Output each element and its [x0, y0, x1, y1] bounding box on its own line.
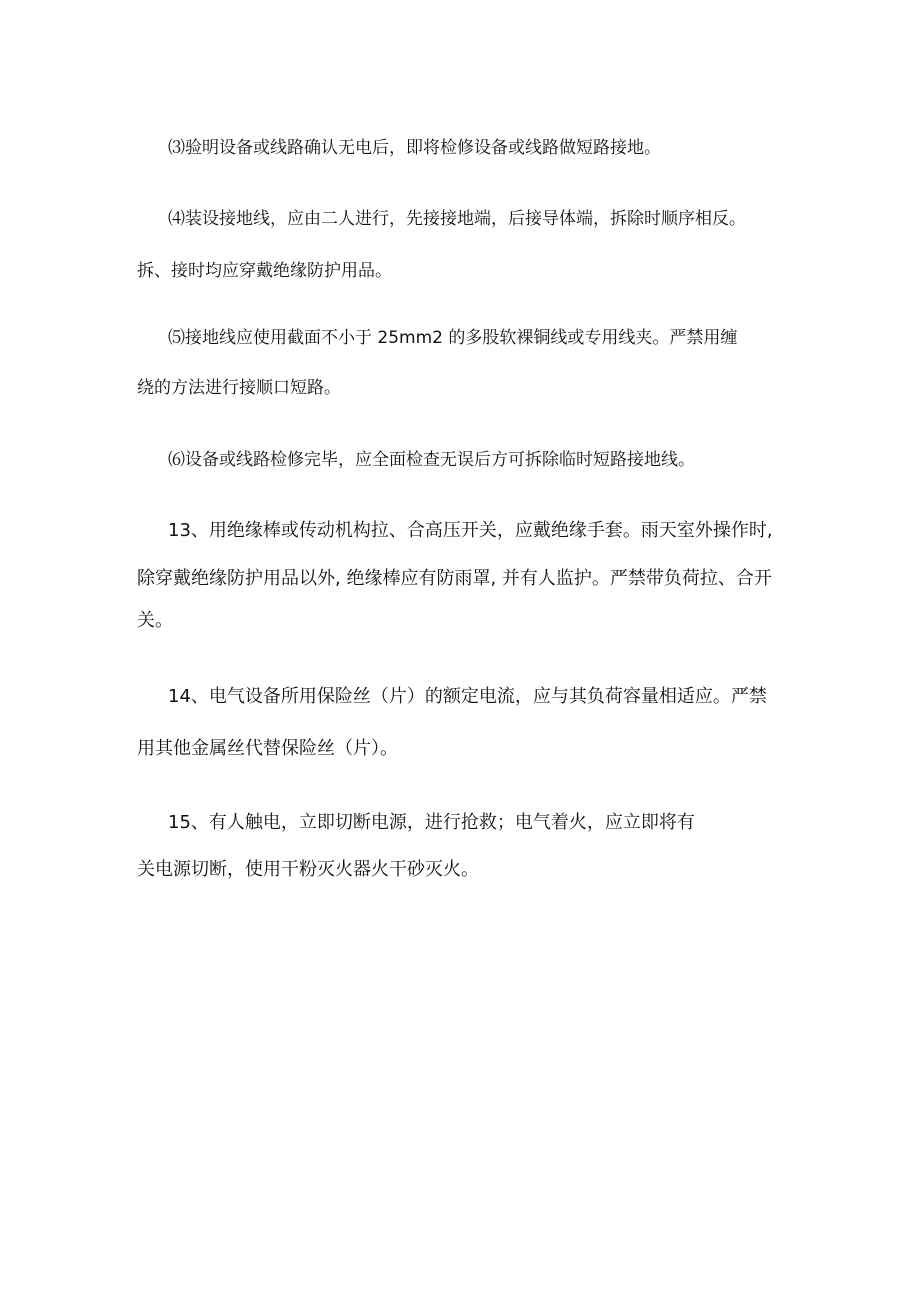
paragraph-4-line-2: 拆、接时均应穿戴绝缘防护用品。	[137, 261, 392, 281]
item-13-line-3: 关。	[137, 610, 173, 631]
paragraph-3-line-1: ⑶验明设备或线路确认无电后，即将检修设备或线路做短路接地。	[168, 138, 661, 158]
paragraph-4-line-1: ⑷装设接地线，应由二人进行，先接接地端，后接导体端，拆除时顺序相反。	[168, 209, 746, 229]
item-13-line-1: 13、用绝缘棒或传动机构拉、合高压开关，应戴绝缘手套。雨天室外操作时,	[168, 520, 773, 541]
paragraph-6-line-1: ⑹设备或线路检修完毕，应全面检查无误后方可拆除临时短路接地线。	[168, 450, 695, 470]
item-14-line-1: 14、电气设备所用保险丝（片）的额定电流，应与其负荷容量相适应。严禁	[168, 686, 767, 707]
item-15-line-1: 15、有人触电，立即切断电源，进行抢救；电气着火，应立即将有	[168, 812, 695, 833]
paragraph-5-line-1: ⑸接地线应使用截面不小于 25mm2 的多股软裸铜线或专用线夹。严禁用缠	[168, 328, 738, 348]
item-14-line-2: 用其他金属丝代替保险丝（片）。	[137, 738, 398, 759]
item-13-line-2: 除穿戴绝缘防护用品以外, 绝缘棒应有防雨罩, 并有人监护。严禁带负荷拉、合开	[137, 568, 772, 589]
item-15-line-2: 关电源切断，使用干粉灭火器火干砂灭火。	[137, 859, 479, 880]
paragraph-5-line-2: 绕的方法进行接顺口短路。	[137, 378, 341, 398]
